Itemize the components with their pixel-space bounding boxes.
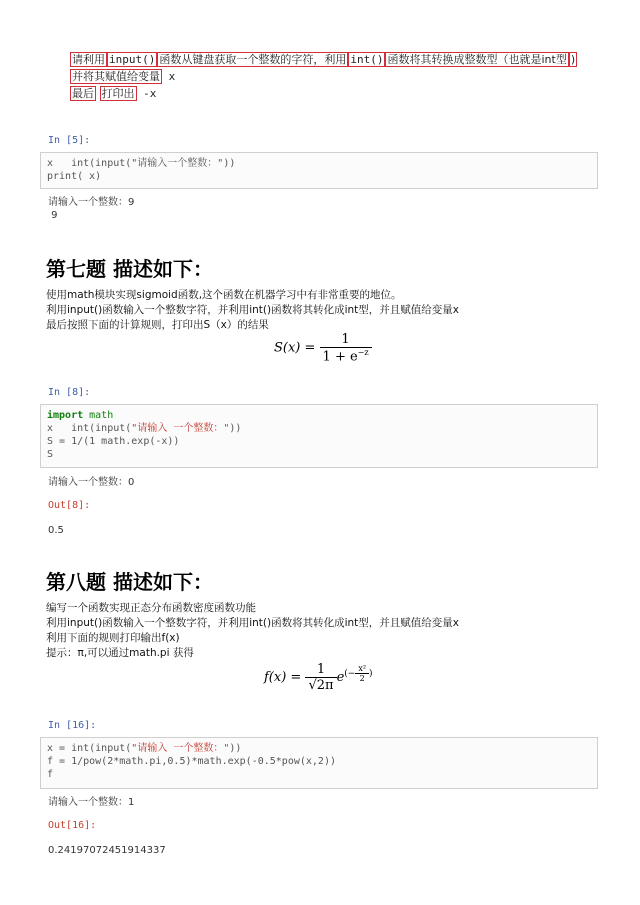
code-line: S = 1/(1 math.exp(-x)) bbox=[47, 436, 180, 447]
code-line bbox=[47, 742, 591, 755]
paragraph: 最后按照下面的计算规则，打印出S（x）的结果 bbox=[46, 319, 269, 331]
out-prompt: Out[16]: bbox=[48, 820, 97, 831]
paragraph: 利用input()函数输入一个整数字符，并利用int()函数将其转化成int型，并且赋值给变量x bbox=[46, 304, 459, 316]
var-text: x bbox=[162, 70, 176, 83]
module-name: math bbox=[83, 410, 114, 421]
formula-numerator: 1 bbox=[305, 662, 336, 678]
code-line: x int(input("请输入一个整数：")) bbox=[47, 158, 236, 169]
formula-lhs: f(x) = bbox=[264, 670, 302, 685]
code-cell[interactable] bbox=[40, 737, 598, 789]
sigmoid-formula bbox=[274, 332, 372, 364]
boxed-text: 并将其赋值给变量 bbox=[72, 70, 160, 83]
boxed-text: 打印出 bbox=[101, 87, 135, 100]
code-cell[interactable] bbox=[40, 404, 598, 468]
code-line bbox=[47, 409, 591, 422]
instruction-line-2 bbox=[70, 70, 175, 84]
out-prompt: Out[8]: bbox=[48, 500, 91, 511]
formula-fraction bbox=[305, 662, 336, 693]
code-text: x = int(input( bbox=[47, 743, 132, 754]
formula-denominator: √2π bbox=[308, 678, 334, 693]
in-prompt: In [8]: bbox=[48, 387, 91, 398]
output-line: 9 bbox=[48, 210, 58, 221]
exponent-denominator: 2 bbox=[359, 673, 365, 683]
var-text: -x bbox=[136, 87, 157, 100]
cell-output bbox=[48, 196, 134, 222]
question-body bbox=[46, 601, 459, 661]
paragraph: 使用math模块实现sigmoid函数,这个函数在机器学习中有非常重要的地位。 bbox=[46, 289, 402, 301]
code-line: print( x) bbox=[47, 171, 102, 182]
code-cell[interactable] bbox=[40, 152, 598, 189]
string-literal: "请输入 一个整数：" bbox=[131, 423, 230, 434]
formula-numerator: 1 bbox=[320, 332, 372, 348]
question-heading: 第八题 描述如下： bbox=[46, 570, 213, 594]
code-text: )) bbox=[229, 743, 242, 754]
boxed-text: ) bbox=[570, 53, 576, 66]
paragraph: 提示：π,可以通过math.pi 获得 bbox=[46, 647, 194, 659]
paragraph: 利用下面的规则打印输出f(x) bbox=[46, 632, 180, 644]
instruction-line-3 bbox=[70, 87, 156, 101]
cell-stdout: 请输入一个整数：0 bbox=[48, 477, 135, 488]
code-text: )) bbox=[229, 423, 242, 434]
output-line: 请输入一个整数：9 bbox=[48, 197, 135, 208]
boxed-text: 请利用 bbox=[72, 53, 105, 66]
formula-denominator bbox=[320, 348, 372, 364]
formula-exponent: (− x² 2 ) bbox=[344, 663, 373, 683]
code-line: f = 1/pow(2*math.pi,0.5)*math.exp(-0.5*pow(x,2)) bbox=[47, 756, 336, 767]
boxed-text: 函数将其转换成整数型（也就是int型 bbox=[387, 53, 567, 66]
code-line bbox=[47, 422, 591, 435]
code-text: x int(input( bbox=[47, 423, 132, 434]
formula-e: e bbox=[336, 670, 345, 685]
instruction-line-1 bbox=[70, 53, 577, 67]
exponent-numerator: x² bbox=[355, 664, 369, 674]
cell-result: 0.5 bbox=[48, 525, 64, 536]
normal-pdf-formula bbox=[264, 662, 373, 693]
boxed-text: 函数从键盘获取一个整数的字符，利用 bbox=[159, 53, 347, 66]
denominator-exponent: −z bbox=[357, 348, 369, 357]
boxed-text: 最后 bbox=[72, 87, 94, 100]
code-line: f bbox=[47, 769, 54, 780]
string-literal: "请输入 一个整数：" bbox=[131, 743, 230, 754]
in-prompt: In [16]: bbox=[48, 720, 97, 731]
in-prompt: In [5]: bbox=[48, 135, 91, 146]
question-heading: 第七题 描述如下： bbox=[46, 257, 213, 281]
paragraph: 利用input()函数输入一个整数字符，并利用int()函数将其转化成int型，并且赋值给变量x bbox=[46, 617, 459, 629]
paragraph: 编写一个函数实现正态分布函数密度函数功能 bbox=[46, 602, 256, 614]
denominator-base: 1 + e bbox=[322, 349, 358, 365]
exponent-sign: − bbox=[347, 668, 356, 679]
formula-lhs: S(x) = bbox=[274, 340, 316, 356]
cell-stdout: 请输入一个整数：1 bbox=[48, 797, 135, 808]
boxed-text: input() bbox=[109, 53, 156, 66]
cell-result: 0.24197072451914337 bbox=[48, 845, 166, 856]
boxed-text: int() bbox=[350, 53, 384, 66]
code-line: S bbox=[47, 449, 54, 460]
exponent-fraction bbox=[355, 664, 369, 683]
question-body bbox=[46, 288, 459, 333]
formula-fraction bbox=[320, 332, 372, 364]
keyword: import bbox=[47, 410, 84, 421]
